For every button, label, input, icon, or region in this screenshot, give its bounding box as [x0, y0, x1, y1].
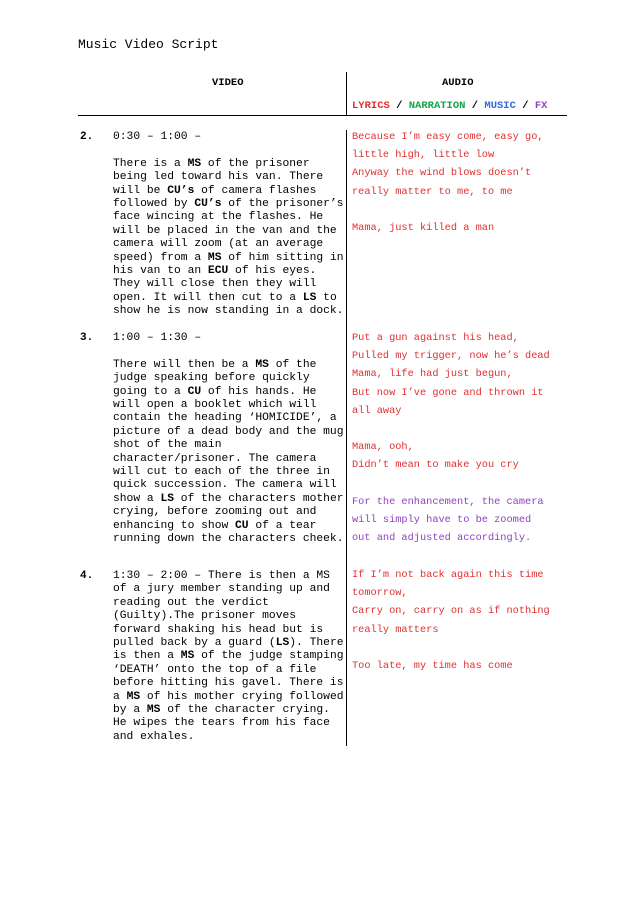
- legend-fx: FX: [534, 100, 548, 112]
- description-text: of the characters mother crying, before zooming out and enhancing to show: [113, 492, 344, 532]
- lyric-line: Carry on, carry on as if nothing: [352, 605, 550, 618]
- audio-spacer: [352, 420, 567, 438]
- shot-term: MS: [187, 157, 202, 170]
- scene-number: 3.: [80, 332, 94, 344]
- lyric-line: tomorrow,: [352, 587, 408, 600]
- shot-term: MS: [180, 650, 195, 663]
- description-text: of a tear running down the characters cheek.: [113, 519, 344, 546]
- description-text: of the prisoner’s face wincing at the flashes. He will be placed in the van and the camera will zoom (at an average speed) from a: [113, 198, 344, 264]
- audio-column-header: AUDIO: [442, 77, 474, 89]
- lyric-line: Pulled my trigger, now he’s dead: [352, 350, 550, 363]
- legend-narration: NARRATION: [408, 100, 466, 112]
- lyric-line: really matters: [352, 623, 439, 636]
- description-text: to show he is now standing in a dock.: [113, 291, 344, 318]
- legend-separator: /: [522, 100, 529, 112]
- legend-lyrics: LYRICS: [352, 100, 390, 112]
- description-text: of camera flashes followed by: [113, 184, 317, 211]
- description-text: of his mother crying followed by a: [113, 690, 344, 717]
- lyric-line: Too late, my time has come: [352, 660, 513, 672]
- lyric-line: little high, little low: [352, 149, 495, 162]
- lyric-line: Didn’t mean to make you cry: [352, 459, 519, 472]
- audio-spacer: [352, 475, 567, 493]
- description-text: of his hands. He will open a booklet which will contain the heading ‘HOMICIDE’, a picture of a dead body and the mug shot of the main character/prisoner. The camera will cut to each of the three in quick succession. The camera will show a: [113, 385, 344, 505]
- description-text: of the judge stamping ‘DEATH’ onto the top of a file before hitting his gavel. There is a: [113, 650, 344, 703]
- lyric-line: Mama, just killed a man: [352, 222, 495, 234]
- shot-term: CU: [187, 385, 202, 398]
- scene-number: 2.: [80, 131, 94, 143]
- legend-music: MUSIC: [484, 100, 516, 112]
- shot-term: LS: [275, 637, 290, 650]
- lyric-line: really matter to me, to me: [352, 185, 513, 198]
- video-column-header: VIDEO: [212, 77, 244, 89]
- scene-timecode: 0:30 – 1:00 –: [113, 131, 202, 143]
- lyric-line: Put a gun against his head,: [352, 332, 519, 344]
- audio-fx-line: out and adjusted accordingly.: [352, 532, 532, 545]
- shot-term: CU: [235, 519, 249, 532]
- audio-spacer: [352, 639, 567, 657]
- scene-number: 4.: [80, 570, 94, 582]
- shot-term: CU’s: [194, 198, 222, 211]
- legend-separator: /: [471, 100, 479, 112]
- document-title: Music Video Script: [78, 37, 219, 52]
- description-text: of his eyes. They will close then they will open. It will then cut to a: [113, 265, 317, 304]
- shot-term: MS: [146, 704, 161, 717]
- lyric-line: If I’m not back again this time: [352, 569, 544, 581]
- lyric-line: all away: [352, 404, 402, 417]
- scene-audio: [352, 329, 567, 547]
- lyric-line: Mama, life had just begun,: [352, 368, 513, 381]
- lyric-line: But now I’ve gone and thrown it: [352, 386, 544, 399]
- scene-video-description: [113, 570, 345, 744]
- scene-audio: [352, 566, 567, 675]
- shot-term: MS: [207, 251, 222, 264]
- description-text: of the character crying. He wipes the tears from his face and exhales.: [113, 704, 330, 743]
- shot-term: CU’s: [167, 184, 195, 197]
- description-text: ). There is then a: [113, 637, 344, 663]
- scene-timecode: 1:30 – 2:00 –: [113, 570, 202, 582]
- description-text: There is a: [113, 157, 188, 170]
- description-text: There is then a MS of a jury member standing up and reading out the verdict (Guilty).The prisoner moves forward shaking his head but is pulled back by a guard (: [113, 570, 330, 650]
- scene-description: [113, 158, 345, 319]
- description-text: of him sitting in his van to an: [113, 251, 344, 278]
- shot-term: ECU: [207, 265, 229, 278]
- legend-separator: /: [396, 100, 403, 112]
- audio-legend: [352, 100, 547, 112]
- scene-video-description: [113, 131, 345, 319]
- scene-timecode: 1:00 – 1:30 –: [113, 332, 202, 344]
- shot-term: MS: [126, 690, 141, 703]
- shot-term: MS: [255, 358, 269, 371]
- scene-description: [113, 570, 345, 744]
- audio-fx-line: will simply have to be zoomed: [352, 514, 532, 526]
- audio-spacer: [352, 201, 567, 219]
- lyric-line: Mama, ooh,: [352, 441, 414, 454]
- column-divider-body: [346, 130, 347, 746]
- shot-term: LS: [160, 492, 175, 505]
- lyric-line: Because I’m easy come, easy go,: [352, 131, 544, 143]
- column-divider-header: [346, 72, 347, 116]
- scene-video-description: [113, 332, 345, 546]
- lyric-line: Anyway the wind blows doesn’t: [352, 167, 532, 180]
- scene-description: [113, 359, 345, 547]
- description-text: of the prisoner being led toward his van. There will be: [113, 157, 324, 197]
- description-text: of the judge speaking before quickly going to a: [113, 358, 317, 398]
- header-rule: [78, 115, 567, 116]
- scene-audio: [352, 128, 567, 237]
- description-text: There will then be a: [113, 358, 256, 371]
- audio-fx-line: For the enhancement, the camera: [352, 495, 544, 508]
- shot-term: LS: [302, 291, 317, 304]
